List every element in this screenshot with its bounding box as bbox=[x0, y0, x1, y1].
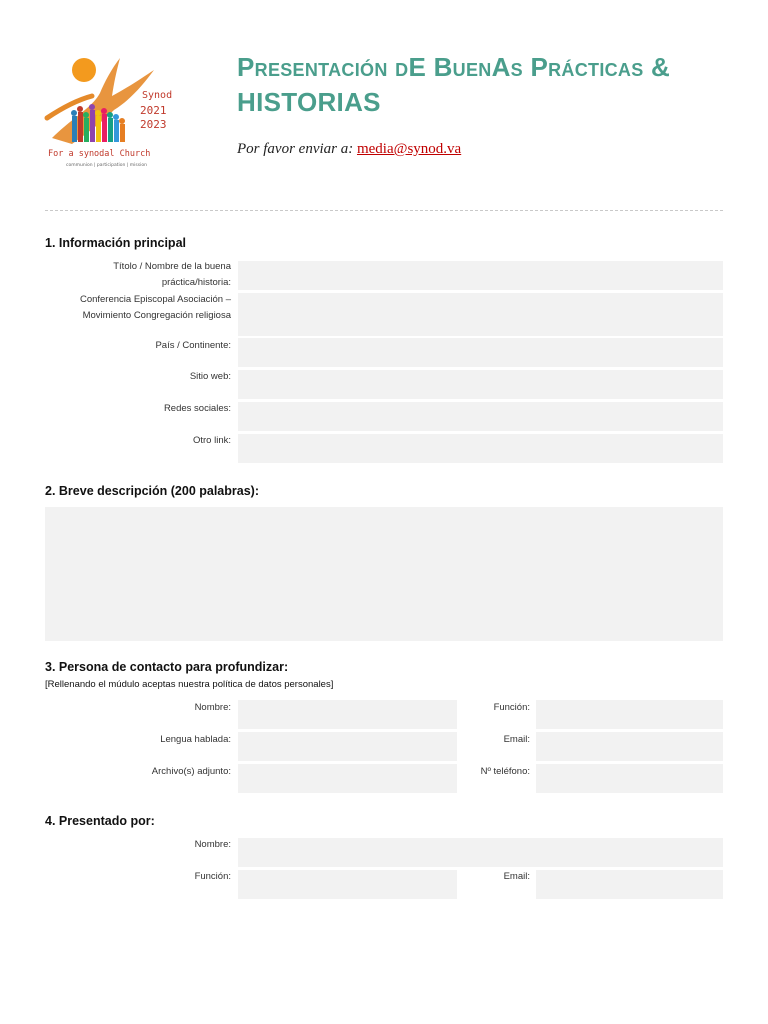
contact-language-input[interactable] bbox=[238, 732, 457, 761]
country-input[interactable] bbox=[238, 338, 723, 367]
contact-name-input[interactable] bbox=[238, 700, 457, 729]
field-label-social: Redes sociales: bbox=[163, 403, 231, 414]
field-label-country: País / Continente: bbox=[155, 340, 231, 351]
field-label-website: Sitio web: bbox=[189, 371, 231, 382]
website-input[interactable] bbox=[238, 370, 723, 399]
logo-year-2: 2023 bbox=[140, 118, 167, 131]
social-input[interactable] bbox=[238, 402, 723, 431]
contact-name-label: Nombre: bbox=[194, 702, 231, 713]
logo-year-1: 2021 bbox=[140, 104, 167, 117]
sun-icon bbox=[72, 58, 96, 82]
section-4-title: 4. Presentado por: bbox=[45, 814, 155, 828]
submitter-function-label: Función: bbox=[194, 871, 231, 882]
submitter-email-input[interactable] bbox=[536, 870, 723, 899]
synod-logo bbox=[42, 48, 192, 170]
email-link[interactable]: media@synod.va bbox=[356, 141, 462, 157]
contact-function-label: Función: bbox=[493, 702, 530, 713]
organization-input[interactable] bbox=[238, 293, 723, 336]
title-line-1: Presentación dE BuenAs Prácticas & bbox=[237, 52, 671, 82]
contact-email-input[interactable] bbox=[536, 732, 723, 761]
contact-email-label: Email: bbox=[503, 734, 530, 745]
section-3-title: 3. Persona de contacto para profundizar: bbox=[45, 660, 289, 674]
field-label-title: Títolo / Nombre de la buena práctica/historia: bbox=[113, 261, 231, 288]
header-divider bbox=[45, 210, 723, 211]
submitter-email-label: Email: bbox=[503, 871, 530, 882]
send-instructions bbox=[237, 141, 461, 158]
logo-name: Synod bbox=[142, 90, 173, 101]
title-line-2: HISTORIAS bbox=[237, 87, 381, 117]
submitter-name-label: Nombre: bbox=[194, 839, 231, 850]
logo-subtagline: communion | participation | mission bbox=[66, 163, 147, 168]
submitter-name-input[interactable] bbox=[238, 838, 723, 867]
field-label-organization: Conferencia Episcopal Asociación – Movimiento Congregación religiosa bbox=[79, 294, 231, 321]
contact-function-input[interactable] bbox=[536, 700, 723, 729]
privacy-note: [Rellenando el múdulo aceptas nuestra política de datos personales] bbox=[45, 679, 334, 690]
contact-phone-label: Nº teléfono: bbox=[480, 766, 530, 777]
other-link-input[interactable] bbox=[238, 434, 723, 463]
title-input[interactable] bbox=[238, 261, 723, 290]
attachments-input[interactable] bbox=[238, 764, 457, 793]
contact-language-label: Lengua hablada: bbox=[160, 734, 231, 745]
description-textarea[interactable] bbox=[45, 507, 723, 641]
submitter-function-input[interactable] bbox=[238, 870, 457, 899]
section-1-title: 1. Información principal bbox=[45, 236, 186, 250]
attachments-label: Archivo(s) adjunto: bbox=[151, 766, 231, 777]
logo-tagline: For a synodal Church bbox=[48, 149, 151, 159]
contact-phone-input[interactable] bbox=[536, 764, 723, 793]
send-prefix: Por favor enviar a: bbox=[237, 141, 357, 157]
section-2-title: 2. Breve descripción (200 palabras): bbox=[45, 484, 259, 498]
page-title bbox=[237, 50, 737, 120]
field-label-other-link: Otro link: bbox=[192, 435, 231, 446]
